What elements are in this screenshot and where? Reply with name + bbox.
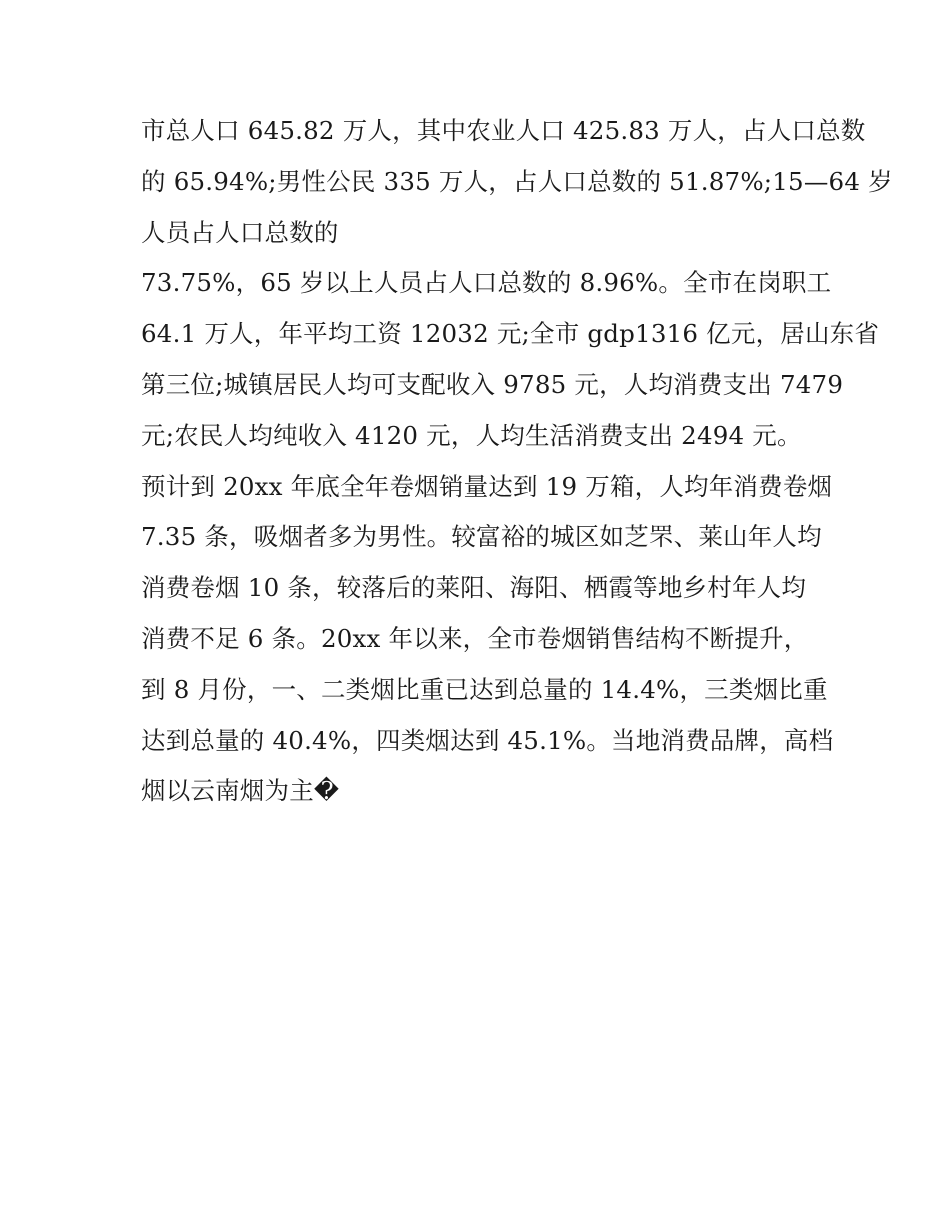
text-line: 预计到 20xx 年底全年卷烟销量达到 19 万箱，人均年消费卷烟 <box>141 471 833 501</box>
text-line: 元;农民人均纯收入 4120 元，人均生活消费支出 2494 元。 <box>141 420 802 450</box>
text-line: 73.75%，65 岁以上人员占人口总数的 8.96%。全市在岗职工 <box>141 268 832 298</box>
text-line: 7.35 条，吸烟者多为男性。较富裕的城区如芝罘、莱山年人均 <box>141 522 822 552</box>
body-text <box>141 106 893 817</box>
text-line: 消费不足 6 条。20xx 年以来，全市卷烟销售结构不断提升， <box>141 623 809 653</box>
text-line: 人员占人口总数的 <box>141 217 339 247</box>
text-line: 的 65.94%;男性公民 335 万人，占人口总数的 51.87%;15—64 岁 <box>141 166 893 196</box>
text-line: 消费卷烟 10 条，较落后的莱阳、海阳、栖霞等地乡村年人均 <box>141 573 807 603</box>
text-line: 到 8 月份，一、二类烟比重已达到总量的 14.4%，三类烟比重 <box>141 674 828 704</box>
text-line: 64.1 万人，年平均工资 12032 元;全市 gdp1316 亿元，居山东省 <box>141 319 880 349</box>
text-line: 达到总量的 40.4%，四类烟达到 45.1%。当地消费品牌，高档 <box>141 725 834 755</box>
text-line: 第三位;城镇居民人均可支配收入 9785 元，人均消费支出 7479 <box>141 369 844 399</box>
text-line: 烟以云南烟为主� <box>141 776 340 806</box>
text-line: 市总人口 645.82 万人，其中农业人口 425.83 万人，占人口总数 <box>141 116 866 145</box>
